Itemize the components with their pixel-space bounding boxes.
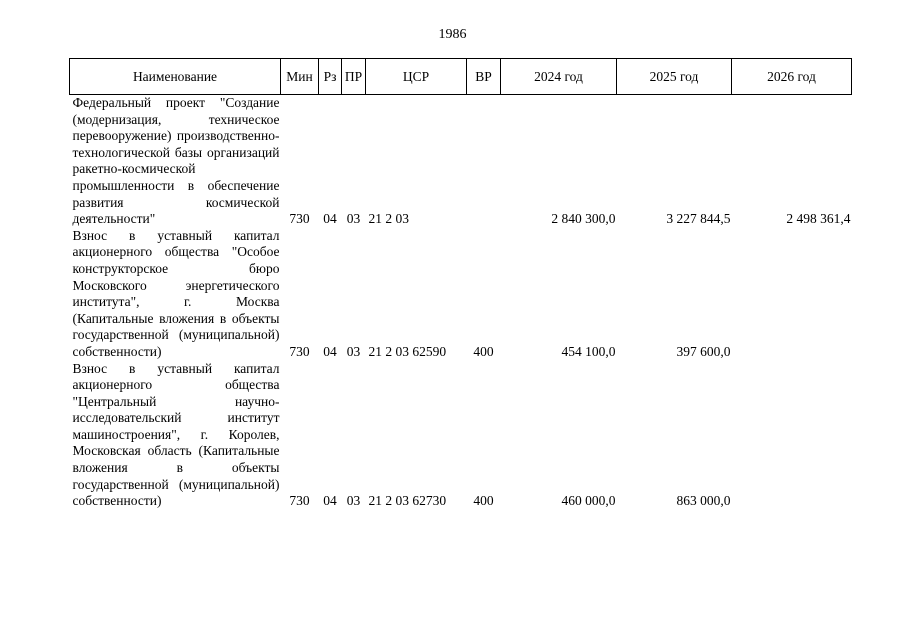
page-number: 1986 bbox=[438, 27, 467, 42]
row-name: Взнос в уставный капитал акционерного общества "Центральный научно-исследовательский институт машиностроения", г. Королев, Московская область (Капитальные вложения в объекты государственной (муниципальной) собственности) bbox=[72, 360, 280, 509]
row-2026 bbox=[732, 361, 852, 510]
header-pr: ПР bbox=[342, 59, 366, 95]
budget-table bbox=[69, 58, 852, 510]
row-2025: 3 227 844,5 bbox=[666, 211, 731, 227]
table-row bbox=[70, 95, 852, 228]
row-vr: 400 bbox=[473, 343, 494, 359]
row-csr: 21 2 03 bbox=[368, 211, 409, 227]
row-pr: 03 bbox=[346, 493, 361, 509]
header-rz: Рз bbox=[319, 59, 342, 95]
header-csr: ЦСР bbox=[366, 59, 467, 95]
row-min: 730 bbox=[289, 493, 310, 509]
row-vr: 400 bbox=[473, 493, 494, 509]
header-name: Наименование bbox=[70, 59, 281, 95]
row-2026: 2 498 361,4 bbox=[786, 211, 851, 227]
header-min: Мин bbox=[281, 59, 319, 95]
row-name: Федеральный проект "Создание (модернизация, техническое перевооружение) производственно-технологической базы организаций ракетно-космической промышленности в обеспечение развития космической деятельности" bbox=[72, 95, 280, 227]
header-2025: 2025 год bbox=[617, 59, 732, 95]
row-pr: 03 bbox=[346, 211, 361, 227]
row-2024: 2 840 300,0 bbox=[551, 211, 616, 227]
row-2025: 863 000,0 bbox=[676, 493, 731, 509]
header-2026: 2026 год bbox=[732, 59, 852, 95]
row-csr: 21 2 03 62590 bbox=[368, 343, 447, 359]
row-2025: 397 600,0 bbox=[676, 343, 731, 359]
header-row bbox=[70, 59, 852, 95]
row-pr: 03 bbox=[346, 343, 361, 359]
header-vr: ВР bbox=[467, 59, 501, 95]
row-2026 bbox=[732, 228, 852, 361]
row-rz: 04 bbox=[323, 493, 337, 509]
table-row bbox=[70, 228, 852, 361]
row-2024: 454 100,0 bbox=[561, 343, 616, 359]
row-vr bbox=[467, 95, 501, 228]
table-row bbox=[70, 361, 852, 510]
row-rz: 04 bbox=[323, 343, 337, 359]
row-csr: 21 2 03 62730 bbox=[368, 493, 447, 509]
row-name: Взнос в уставный капитал акционерного общества "Особое конструкторское бюро Московского энергетического института", г. Москва (Капитальные вложения в объекты государственной (муниципальной) собственности) bbox=[72, 227, 280, 359]
row-min: 730 bbox=[289, 343, 310, 359]
header-2024: 2024 год bbox=[501, 59, 617, 95]
row-2024: 460 000,0 bbox=[561, 493, 616, 509]
row-rz: 04 bbox=[323, 211, 337, 227]
row-min: 730 bbox=[289, 211, 310, 227]
